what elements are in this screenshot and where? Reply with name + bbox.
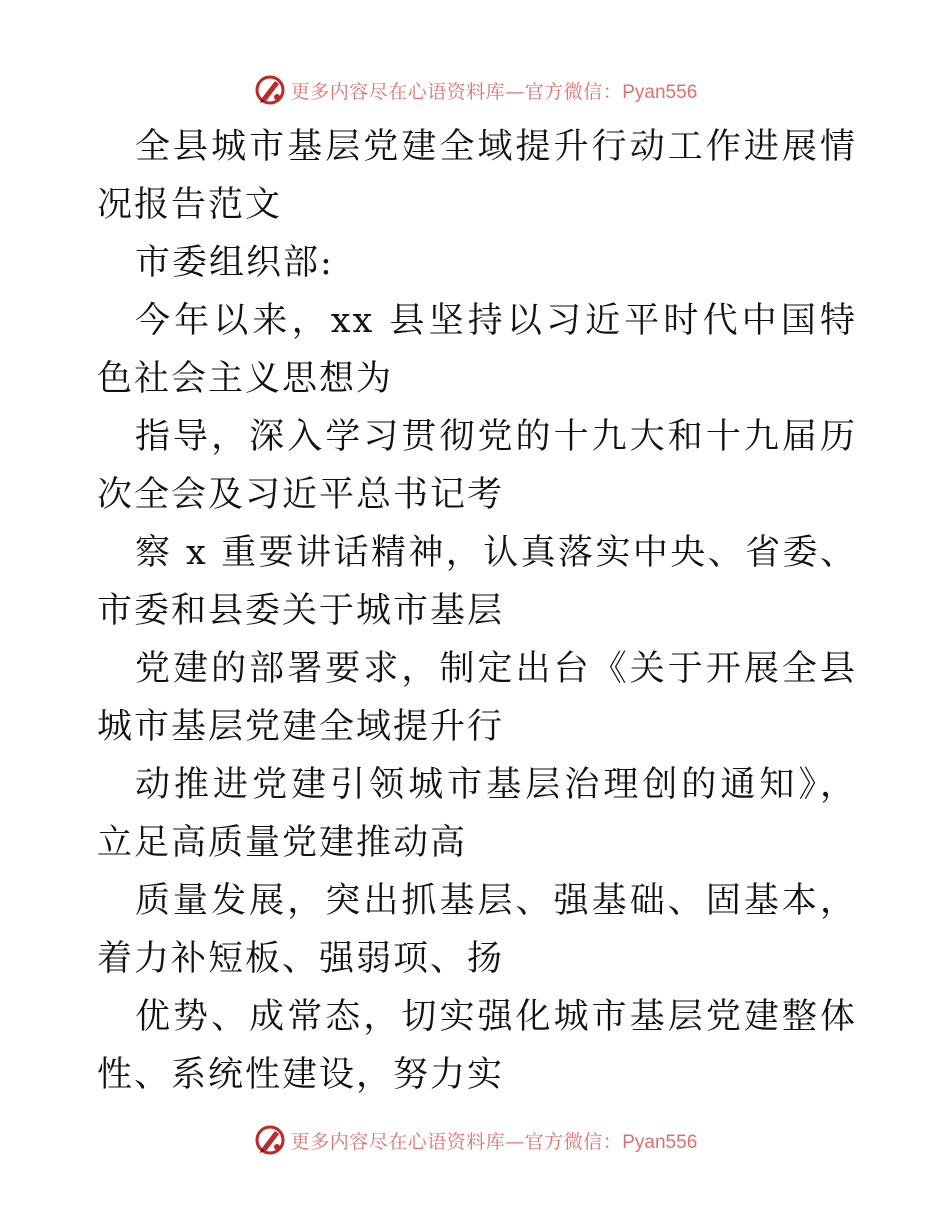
- banner-handle: Pyan556: [622, 81, 698, 103]
- header-watermark-banner: [0, 70, 950, 110]
- document-body: [97, 118, 857, 1104]
- banner-label: 更多内容尽在心语资料库—官方微信：: [290, 80, 623, 103]
- body-paragraph: 察 x 重要讲话精神，认真落实中央、省委、市委和县委关于城市基层: [97, 533, 857, 631]
- recipient-line: 市委组织部:: [135, 243, 334, 283]
- red-pen-seal-icon: [253, 73, 287, 107]
- body-paragraph: 动推进党建引领城市基层治理创的通知》，立足高质量党建推动高: [97, 765, 857, 863]
- red-pen-seal-icon: [253, 1123, 287, 1157]
- banner-label: 更多内容尽在心语资料库—官方微信：: [290, 1130, 623, 1153]
- banner-text: [291, 1127, 698, 1154]
- document-title: 全县城市基层党建全域提升行动工作进展情况报告范文: [97, 127, 857, 225]
- body-paragraph: 优势、成常态，切实强化城市基层党建整体性、系统性建设，努力实: [97, 997, 857, 1095]
- footer-watermark-banner: [0, 1120, 950, 1160]
- body-paragraph: 质量发展，突出抓基层、强基础、固基本，着力补短板、强弱项、扬: [97, 881, 857, 979]
- body-paragraph: 党建的部署要求，制定出台《关于开展全县城市基层党建全域提升行: [97, 649, 857, 747]
- banner-handle: Pyan556: [622, 1131, 698, 1153]
- body-paragraph: 今年以来，xx 县坚持以习近平时代中国特色社会主义思想为: [97, 301, 857, 399]
- body-paragraph: 指导，深入学习贯彻党的十九大和十九届历次全会及习近平总书记考: [97, 417, 857, 515]
- banner-text: [291, 77, 698, 104]
